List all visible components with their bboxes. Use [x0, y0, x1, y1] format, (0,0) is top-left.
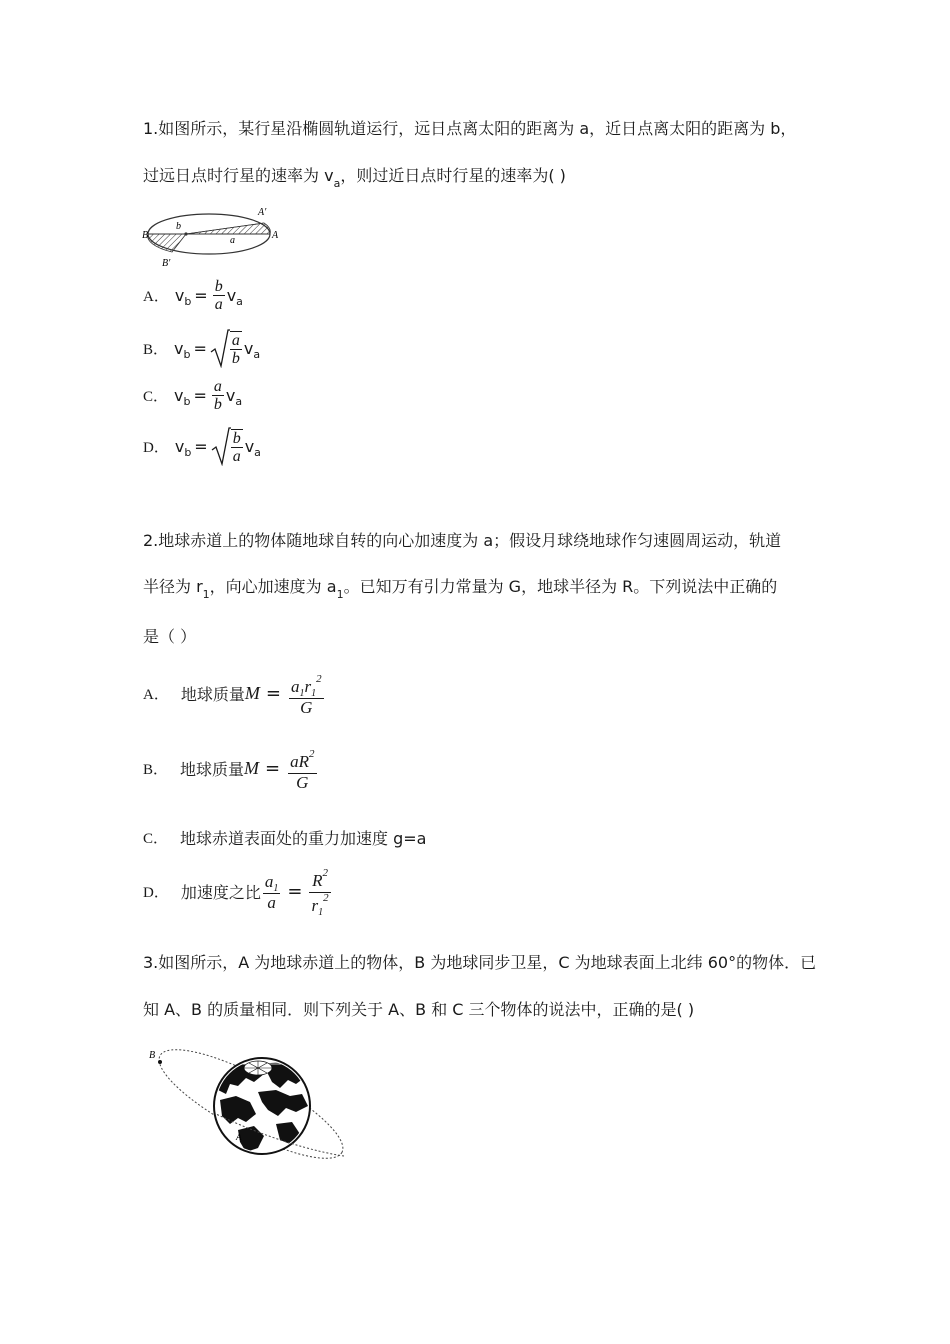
- q2-option-d-text: 加速度之比: [180, 883, 261, 902]
- q1-option-b-rhs-sub: a: [253, 347, 261, 361]
- q2-option-b-num: [288, 745, 316, 773]
- q2-option-a-num-a-sub: 1: [299, 688, 305, 699]
- q1-option-d-lhs-sub: b: [184, 445, 192, 459]
- q2-option-d[interactable]: [143, 866, 333, 917]
- sun-focus: [184, 232, 187, 235]
- q1-option-b-den: b: [231, 350, 240, 367]
- q1-option-b-rhs: v: [243, 338, 254, 358]
- q2-option-a-eq: =: [265, 682, 281, 704]
- q2-option-a-num-r-sub: 1: [311, 688, 317, 699]
- sweep-area-near: [148, 234, 186, 252]
- q1-option-c-eq: =: [193, 386, 207, 405]
- q1-option-d-rhs: v: [244, 436, 255, 456]
- q2-stem-line2: [143, 574, 778, 601]
- sqrt-sign-icon: [211, 426, 231, 466]
- q2-line2-b: ，向心加速度为 a: [209, 577, 337, 596]
- q2-option-b-lhs: M: [244, 757, 260, 778]
- q2-option-d-fraction-right: [309, 866, 330, 917]
- q1-option-a[interactable]: [143, 278, 243, 313]
- q1-option-a-rhs-sub: a: [236, 295, 243, 308]
- q1-option-d-fraction: [231, 429, 243, 465]
- q1-option-b-lhs: v: [174, 338, 184, 358]
- q2-option-d-label: D．: [143, 885, 169, 901]
- q2-option-a-lhs: M: [244, 682, 260, 703]
- q2-option-d-num1-text: a: [264, 871, 274, 891]
- label-B: B: [142, 230, 149, 241]
- q1-option-a-lhs-sub: b: [184, 295, 192, 308]
- q2-line2-a: 半径为 r: [143, 577, 203, 596]
- q2-option-a-num: [289, 670, 324, 698]
- q1-option-d-eq: =: [194, 436, 208, 456]
- q2-option-d-den2-sup: 2: [323, 892, 329, 904]
- q1-ellipse-orbit-figure: [142, 200, 282, 270]
- q2-option-a-text: 地球质量: [180, 684, 245, 704]
- q2-option-c-text: 地球赤道表面处的重力加速度 g=a: [180, 829, 427, 848]
- q1-option-d-label: D．: [143, 439, 169, 456]
- satellite-B: [158, 1060, 162, 1064]
- q1-option-d[interactable]: [143, 426, 261, 466]
- q2-option-b-eq: =: [265, 757, 281, 779]
- q2-option-d-num2-text: R: [312, 871, 323, 890]
- q1-option-a-label: A．: [143, 289, 169, 305]
- q1-option-c-lhs-sub: b: [183, 395, 191, 408]
- q2-option-b-fraction: [288, 745, 316, 791]
- q2-option-d-fraction-left: [263, 873, 281, 911]
- q1-option-c-rhs-sub: a: [235, 395, 243, 408]
- q2-option-d-num2-sup: 2: [322, 867, 328, 879]
- q1-stem-line2-tail: ，则过近日点时行星的速率为( ): [340, 166, 566, 185]
- q2-option-c[interactable]: [143, 826, 426, 849]
- q2-option-a-den: G: [300, 698, 313, 717]
- q2-line2-c: 。已知万有引力常量为 G，地球半径为 R。下列说法中正确的: [343, 577, 778, 596]
- q3-earth-satellite-figure: [146, 1044, 356, 1169]
- q2-option-b[interactable]: [143, 745, 319, 791]
- q2-option-d-den2-text: r: [311, 896, 319, 915]
- q1-option-d-lhs: v: [174, 436, 185, 456]
- q1-option-a-num: b: [214, 278, 223, 295]
- q2-option-a-num-a: a: [290, 677, 300, 696]
- q2-option-a-num-sup: 2: [316, 673, 322, 685]
- label-b: b: [176, 221, 181, 232]
- label-A: A: [272, 230, 279, 241]
- q2-option-a-fraction: [289, 670, 324, 716]
- q2-option-a-label: A．: [143, 686, 169, 703]
- q2-option-d-num1-sub: 1: [273, 882, 279, 894]
- q1-option-c-num: a: [213, 378, 222, 395]
- q2-option-b-text: 地球质量: [180, 759, 245, 779]
- q1-option-a-eq: =: [194, 286, 208, 305]
- q1-option-a-rhs: v: [226, 286, 237, 305]
- q1-stem-line1: 1.如图所示，某行星沿椭圆轨道运行，远日点离太阳的距离为 a，近日点离太阳的距离为 b，: [143, 119, 797, 138]
- q1-option-d-rhs-sub: a: [254, 445, 261, 459]
- q1-option-a-lhs: v: [174, 286, 185, 305]
- q1-option-c-label: C．: [143, 389, 169, 405]
- q2-option-b-num-text: aR: [290, 752, 310, 771]
- q2-option-d-num2: [310, 866, 330, 892]
- q1-option-c-rhs: v: [225, 386, 236, 405]
- q3-stem-line1: 3.如图所示，A 为地球赤道上的物体，B 为地球同步卫星，C 为地球表面上北纬 60°的物体．已: [143, 953, 817, 972]
- q1-stem-line2-text: 过远日点时行星的速率为 v: [143, 166, 334, 185]
- q2-option-d-num1: [263, 873, 281, 893]
- q2-option-a-num-r: r: [304, 677, 312, 696]
- q1-option-b[interactable]: [143, 328, 260, 368]
- q1-option-d-num: b: [232, 430, 241, 447]
- q1-option-b-num: a: [231, 332, 240, 349]
- sqrt-sign-icon: [210, 328, 230, 368]
- q2-r1-subscript: 1: [202, 588, 210, 601]
- q1-option-c-fraction: [212, 378, 224, 413]
- q1-option-b-label: B．: [143, 341, 169, 358]
- q1-option-d-den: a: [232, 448, 241, 465]
- q1-option-c-lhs: v: [174, 386, 184, 405]
- q2-option-d-den1: a: [267, 892, 276, 912]
- q2-stem-line3: 是（ ）: [143, 627, 197, 646]
- q1-stem-line2: [143, 163, 566, 190]
- q2-option-a[interactable]: [143, 670, 326, 716]
- q1-option-b-lhs-sub: b: [183, 347, 191, 361]
- q1-option-c-den: b: [213, 396, 222, 413]
- q2-option-d-eq: =: [287, 881, 303, 902]
- q1-option-a-den: a: [214, 296, 223, 313]
- label-A-prime: A′: [258, 207, 267, 218]
- label-B-prime: B′: [162, 258, 171, 269]
- q2-a1-subscript: 1: [336, 588, 344, 601]
- label-A: A: [236, 1132, 242, 1142]
- q1-va-subscript: a: [333, 177, 341, 190]
- q3-stem-line2: 知 A、B 的质量相同．则下列关于 A、B 和 C 三个物体的说法中，正确的是( ): [143, 1000, 695, 1019]
- q2-option-b-den: G: [296, 773, 309, 792]
- q1-option-a-fraction: [213, 278, 225, 313]
- label-a: a: [230, 235, 235, 246]
- q2-option-b-label: B．: [143, 761, 169, 778]
- q1-option-c[interactable]: [143, 378, 242, 413]
- q2-stem-line1: 2.地球赤道上的物体随地球自转的向心加速度为 a；假设月球绕地球作匀速圆周运动，轨道: [143, 531, 782, 550]
- q2-option-d-den2: [309, 893, 330, 917]
- q2-option-b-num-sup: 2: [309, 748, 315, 760]
- q2-option-d-den2-sub: 1: [318, 907, 324, 918]
- q1-option-b-fraction: [230, 331, 242, 367]
- q2-option-c-label: C．: [143, 831, 169, 847]
- q1-option-b-eq: =: [193, 338, 207, 358]
- label-B: B: [149, 1050, 156, 1061]
